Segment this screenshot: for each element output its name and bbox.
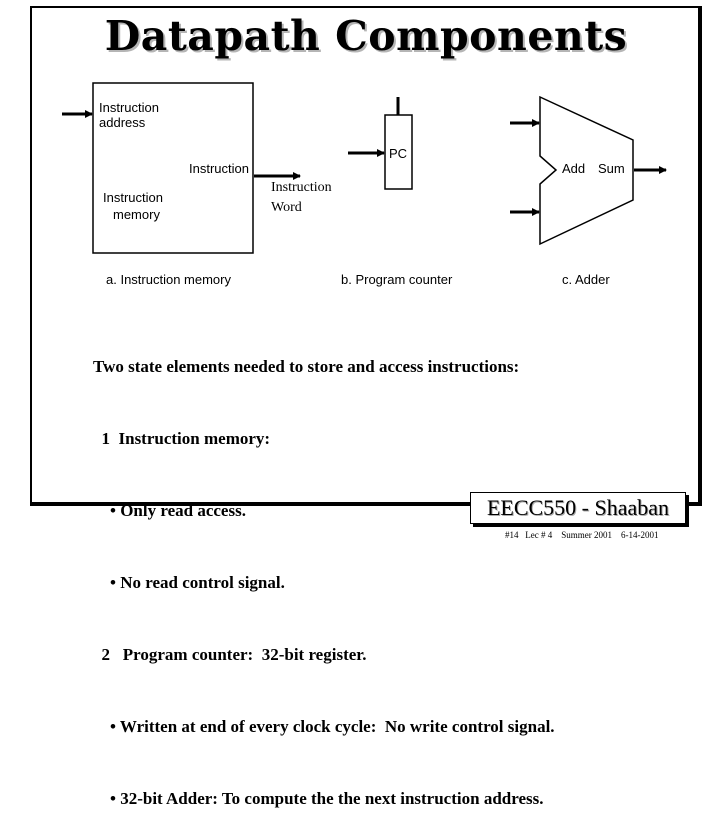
instruction-word-annotation-line1: Instruction bbox=[271, 180, 332, 195]
body-line-read-access: • Only read access. bbox=[93, 501, 246, 520]
adder-block bbox=[510, 97, 666, 287]
adder-add-label: Add bbox=[562, 161, 586, 176]
instruction-output-label: Instruction bbox=[189, 161, 249, 176]
body-line-no-read-control: • No read control signal. bbox=[93, 573, 285, 592]
body-line-written-each-cycle: • Written at end of every clock cycle: No write control signal. bbox=[93, 717, 555, 736]
program-counter-block bbox=[341, 97, 453, 287]
address-label-line1: Instruction bbox=[99, 100, 159, 115]
caption-program-counter: b. Program counter bbox=[341, 272, 453, 287]
slide-title: Datapath Components bbox=[104, 12, 628, 60]
body-text bbox=[93, 307, 555, 835]
body-line-program-counter: 2 Program counter: 32-bit register. bbox=[93, 645, 367, 664]
footer-course-badge: EECC550 - Shaaban bbox=[470, 492, 686, 524]
footer-details: #14 Lec # 4 Summer 2001 6-14-2001 bbox=[505, 530, 659, 540]
pc-label: PC bbox=[389, 146, 408, 161]
adder-sum-label: Sum bbox=[598, 161, 625, 176]
memory-label-line1: Instruction bbox=[103, 190, 163, 205]
memory-label-line2: memory bbox=[113, 207, 160, 222]
instruction-word-annotation-line2: Word bbox=[271, 200, 302, 215]
body-line-intro: Two state elements needed to store and access instructions: bbox=[93, 357, 520, 376]
body-line-instruction-memory: 1 Instruction memory: bbox=[93, 429, 271, 448]
address-label-line2: address bbox=[99, 115, 146, 130]
instruction-memory-block bbox=[62, 83, 300, 287]
caption-adder: c. Adder bbox=[562, 272, 610, 287]
caption-instruction-memory: a. Instruction memory bbox=[106, 272, 231, 287]
body-line-adder: • 32-bit Adder: To compute the the next instruction address. bbox=[93, 789, 544, 808]
